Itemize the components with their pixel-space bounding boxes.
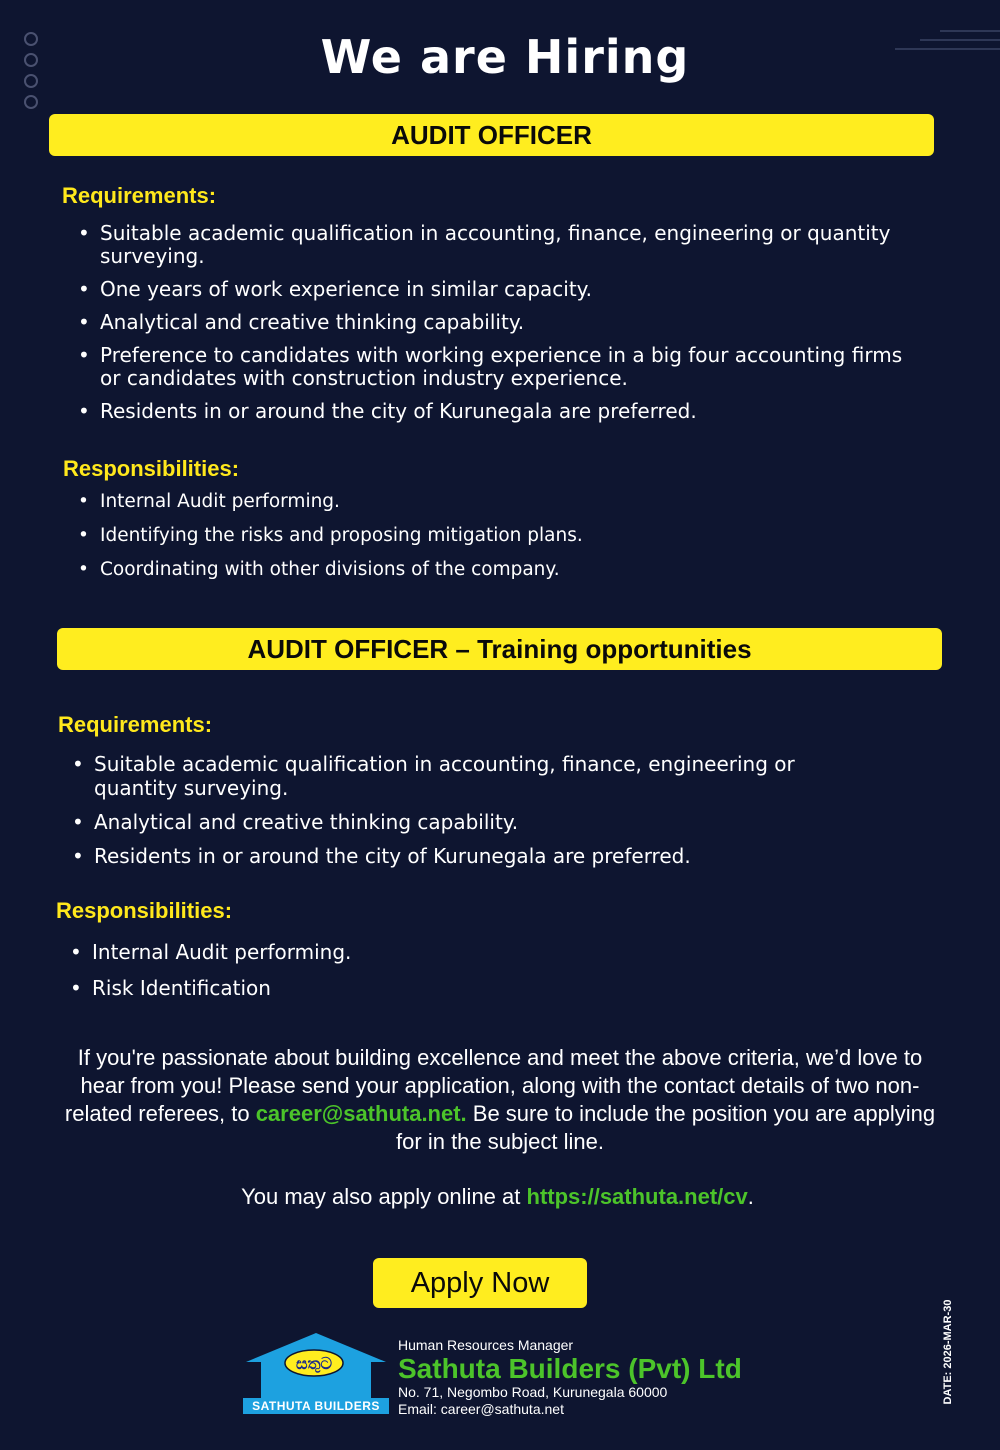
list-item: • Risk Identification bbox=[70, 976, 770, 1000]
list-item: • Suitable academic qualification in accounting, finance, engineering or quantity surveying. bbox=[72, 752, 817, 800]
requirements-heading: Requirements: bbox=[62, 183, 217, 208]
list-item: • Coordinating with other divisions of the company. bbox=[78, 559, 878, 581]
requirements-heading: Requirements: bbox=[58, 712, 213, 737]
list-item: • One years of work experience in similar capacity. bbox=[78, 278, 908, 301]
contact-role: Human Resources Manager bbox=[398, 1337, 574, 1353]
responsibilities-heading: Responsibilities: bbox=[56, 898, 233, 923]
list-item: • Analytical and creative thinking capability. bbox=[72, 810, 817, 834]
email-link[interactable]: career@sathuta.net. bbox=[255, 1101, 467, 1126]
list-item: • Identifying the risks and proposing mitigation plans. bbox=[78, 525, 878, 547]
instructions-text: If you're passionate about building excellence and meet the above criteria, we’d love to hear from you! Please send your application, along with the contact details of two non-related referees, to bbox=[64, 1045, 923, 1126]
company-address: No. 71, Negombo Road, Kurunegala 60000 bbox=[398, 1384, 668, 1400]
circle-icon bbox=[24, 95, 38, 109]
list-item: • Analytical and creative thinking capability. bbox=[78, 311, 908, 334]
application-instructions bbox=[60, 1044, 940, 1156]
requirements-list bbox=[78, 222, 908, 433]
requirements-list bbox=[72, 752, 817, 878]
logo-caption: SATHUTA BUILDERS bbox=[243, 1398, 389, 1414]
logo-emblem-text: සතුට bbox=[295, 1354, 333, 1373]
apply-online-link[interactable]: https://sathuta.net/cv bbox=[526, 1184, 748, 1209]
contact-block bbox=[398, 1337, 742, 1418]
list-item: • Suitable academic qualification in accounting, finance, engineering or quantity surveying. bbox=[78, 222, 908, 268]
list-item: • Preference to candidates with working experience in a big four accounting firms or candidates with construction industry experience. bbox=[78, 344, 908, 390]
company-logo bbox=[243, 1330, 389, 1414]
responsibilities-list bbox=[70, 940, 770, 1012]
list-item: • Residents in or around the city of Kurunegala are preferred. bbox=[72, 844, 817, 868]
instructions-text: Be sure to include the position you are applying for in the subject line. bbox=[396, 1101, 936, 1154]
responsibilities-list bbox=[78, 491, 878, 593]
contact-email: Email: career@sathuta.net bbox=[398, 1401, 564, 1417]
page-title: We are Hiring bbox=[320, 30, 690, 84]
house-logo-icon bbox=[243, 1330, 389, 1400]
job-title-banner: AUDIT OFFICER bbox=[49, 114, 934, 156]
responsibilities-heading: Responsibilities: bbox=[63, 456, 240, 481]
date-stamp: DATE: 2026-MAR-30 bbox=[942, 1299, 954, 1405]
list-item: • Internal Audit performing. bbox=[78, 491, 878, 513]
online-apply-text: You may also apply online at https://sathuta.net/cv. bbox=[241, 1184, 754, 1209]
apply-now-button[interactable]: Apply Now bbox=[373, 1258, 587, 1308]
training-title-banner: AUDIT OFFICER – Training opportunities bbox=[57, 628, 942, 670]
company-name: Sathuta Builders (Pvt) Ltd bbox=[398, 1353, 742, 1384]
list-item: • Residents in or around the city of Kurunegala are preferred. bbox=[78, 400, 908, 423]
list-item: • Internal Audit performing. bbox=[70, 940, 770, 964]
